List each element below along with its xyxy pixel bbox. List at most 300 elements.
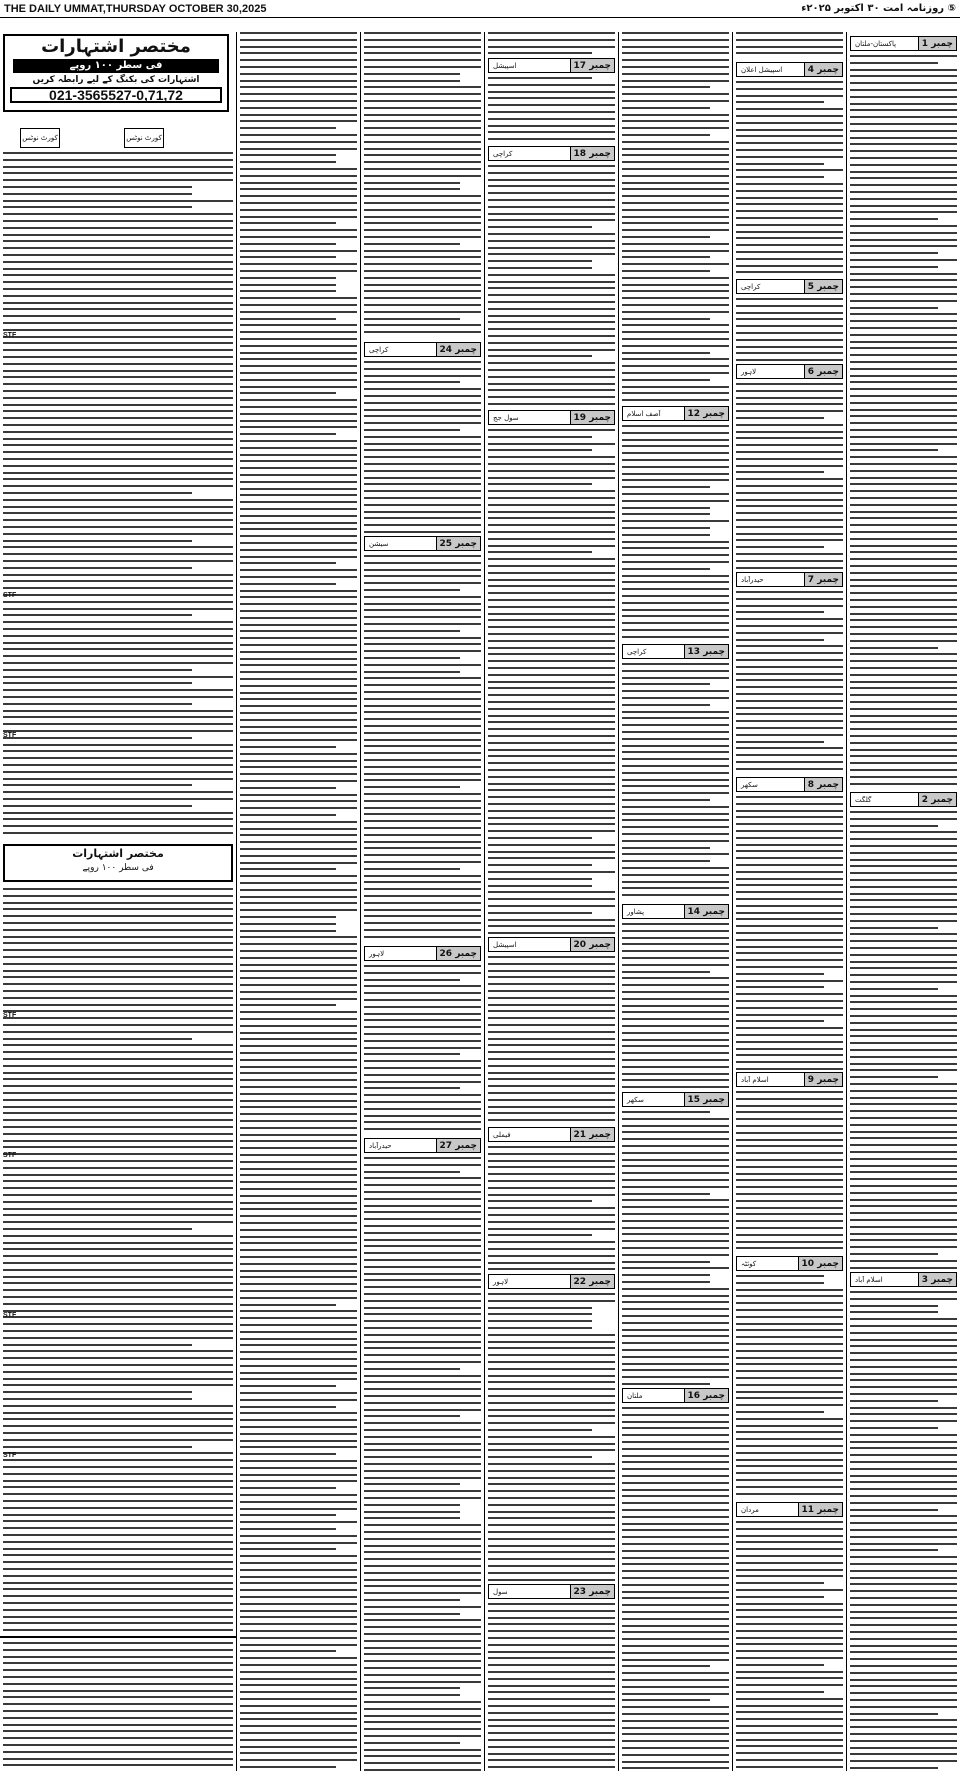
text-line [622, 1720, 729, 1722]
text-line [850, 1604, 957, 1606]
text-line [736, 1637, 843, 1639]
text-line [850, 429, 957, 431]
text-line [850, 531, 957, 533]
text-line [736, 1739, 843, 1741]
text-line [3, 1133, 233, 1135]
text-line [240, 148, 357, 150]
text-line [622, 779, 729, 781]
text-line [3, 295, 233, 297]
text-line [240, 1759, 357, 1761]
text-line [3, 983, 233, 985]
text-line [364, 888, 481, 890]
text-line [3, 1493, 233, 1495]
text-line [850, 653, 957, 655]
text-line [488, 483, 592, 485]
text-line [622, 799, 710, 801]
text-line [3, 703, 192, 705]
text-line [3, 915, 233, 917]
text-line [3, 1276, 233, 1278]
text-line [736, 339, 843, 341]
column-4 [484, 32, 618, 1771]
text-line [622, 943, 729, 945]
text-line [736, 156, 843, 158]
text-line [364, 107, 481, 109]
text-line [488, 213, 615, 215]
text-line [736, 1404, 843, 1406]
text-line [488, 681, 615, 683]
text-line [3, 281, 233, 283]
text-line [850, 443, 957, 445]
text-line [364, 388, 481, 390]
text-line [850, 565, 957, 567]
text-line [850, 1359, 957, 1361]
text-line [736, 1377, 843, 1379]
text-line [240, 1018, 357, 1020]
text-line [622, 1011, 729, 1013]
text-line [240, 447, 357, 449]
text-line [850, 1740, 957, 1742]
text-line [240, 345, 357, 347]
text-line [240, 324, 357, 326]
text-line [736, 135, 843, 137]
text-line [364, 759, 481, 761]
text-line [488, 1214, 615, 1216]
text-line [240, 379, 357, 381]
text-line [850, 205, 957, 207]
text-line [488, 301, 615, 303]
text-line [364, 1307, 481, 1309]
text-line [364, 779, 481, 781]
text-line [488, 531, 615, 533]
text-line [488, 1004, 615, 1006]
text-line [736, 1014, 843, 1016]
text-line [364, 1477, 481, 1479]
text-line [3, 949, 233, 951]
text-line [364, 1033, 481, 1035]
text-line [364, 847, 481, 849]
text-line [3, 1140, 233, 1142]
text-line [240, 930, 336, 932]
text-line [488, 956, 615, 958]
text-line [622, 100, 729, 102]
text-line [736, 625, 843, 627]
text-line [240, 1188, 357, 1190]
text-line [240, 311, 357, 313]
text-line [850, 1665, 957, 1667]
text-line [622, 1247, 729, 1249]
text-line [850, 1298, 957, 1300]
text-line [736, 108, 843, 110]
text-line [240, 318, 336, 320]
text-line [736, 1431, 843, 1433]
text-line [240, 549, 357, 551]
text-line [3, 159, 233, 161]
text-line [488, 32, 615, 34]
text-line [622, 1342, 729, 1344]
text-line [3, 956, 233, 958]
text-line [622, 581, 729, 583]
text-line [240, 175, 357, 177]
section-number: چمبر 24 [436, 343, 480, 356]
text-line [240, 828, 357, 830]
text-line [488, 674, 615, 676]
text-line [3, 1764, 233, 1766]
text-line [850, 1651, 957, 1653]
text-line [364, 1013, 481, 1015]
text-line [488, 990, 615, 992]
text-line [850, 572, 957, 574]
text-line [3, 1439, 233, 1441]
text-line [488, 1180, 615, 1182]
text-line [622, 1441, 729, 1443]
text-line [488, 983, 615, 985]
text-line [3, 710, 233, 712]
section-category: لاہور [741, 367, 757, 376]
text-line [240, 222, 336, 224]
text-line [736, 203, 843, 205]
text-line [850, 1549, 938, 1551]
section-number: چمبر 23 [570, 1585, 614, 1598]
text-line [3, 936, 233, 938]
text-line [488, 1579, 615, 1581]
text-line [3, 1038, 192, 1040]
text-line [240, 188, 357, 190]
text-line [850, 1563, 957, 1565]
text-line [850, 1719, 957, 1721]
text-line [850, 1015, 957, 1017]
text-line [3, 342, 233, 344]
text-line [622, 1322, 729, 1324]
text-line [364, 1511, 460, 1513]
text-line [488, 1395, 615, 1397]
text-line [488, 633, 615, 635]
text-line [850, 218, 938, 220]
text-line [622, 1206, 729, 1208]
text-line [622, 445, 729, 447]
text-line [3, 942, 233, 944]
text-line [3, 512, 233, 514]
text-line [3, 1296, 233, 1298]
text-line [240, 1147, 357, 1149]
text-line [850, 1144, 957, 1146]
text-line [736, 1548, 843, 1550]
text-line [850, 687, 957, 689]
text-line [850, 1509, 938, 1511]
text-line [488, 1483, 615, 1485]
text-line [736, 693, 843, 695]
text-line [736, 129, 843, 131]
text-line [240, 834, 357, 836]
text-line [850, 599, 957, 601]
text-line [3, 213, 233, 215]
text-line [364, 331, 481, 333]
text-line [850, 69, 957, 71]
text-line [364, 1232, 481, 1234]
text-line [488, 1415, 615, 1417]
text-line [622, 236, 710, 238]
text-line [240, 1202, 357, 1204]
text-line [488, 1558, 615, 1560]
text-line [364, 677, 481, 679]
section-category: حیدرآباد [369, 1141, 392, 1150]
text-line [488, 328, 615, 330]
text-line [850, 1713, 938, 1715]
text-line [736, 471, 824, 473]
text-line [240, 542, 357, 544]
text-line [364, 1053, 460, 1055]
text-line [736, 499, 843, 501]
text-line [850, 1692, 957, 1694]
text-line [240, 73, 357, 75]
text-line [850, 381, 957, 383]
text-line [240, 1025, 357, 1027]
text-line [622, 46, 729, 48]
text-line [850, 1400, 938, 1402]
text-line [3, 812, 233, 814]
text-line [3, 1520, 233, 1522]
text-line [622, 765, 729, 767]
section-category: اسپیشل [493, 940, 517, 949]
text-line [240, 1712, 357, 1714]
text-line [622, 1086, 729, 1088]
text-line [364, 1266, 481, 1268]
text-line [3, 404, 233, 406]
text-line [364, 1585, 481, 1587]
text-line [736, 1664, 824, 1666]
text-line [850, 1481, 957, 1483]
text-line [850, 62, 938, 64]
text-line [240, 80, 357, 82]
text-line [488, 1166, 615, 1168]
section-number: چمبر 17 [570, 59, 614, 72]
text-line [364, 1429, 481, 1431]
section-number: چمبر 15 [684, 1093, 728, 1106]
text-line [622, 1638, 729, 1640]
text-line [3, 655, 233, 657]
text-line [736, 1173, 843, 1175]
text-line [622, 881, 729, 883]
text-line [240, 1474, 357, 1476]
section-number: چمبر 13 [684, 645, 728, 658]
text-line [240, 1174, 357, 1176]
text-line [364, 318, 460, 320]
text-line [622, 1767, 729, 1769]
text-line [240, 304, 357, 306]
text-line [488, 517, 615, 519]
text-line [850, 1577, 957, 1579]
text-line [3, 1248, 233, 1250]
text-line [850, 1645, 957, 1647]
text-line [488, 1545, 615, 1547]
text-line [736, 952, 843, 954]
section-header [364, 342, 481, 357]
text-line [850, 164, 957, 166]
section-number: چمبر 14 [684, 905, 728, 918]
text-line [736, 639, 824, 641]
text-line [850, 409, 957, 411]
text-line [364, 1531, 481, 1533]
text-line [240, 1684, 357, 1686]
text-line [736, 1125, 843, 1127]
text-line [850, 293, 957, 295]
text-line [850, 1117, 957, 1119]
text-line [622, 32, 729, 34]
text-line [850, 361, 957, 363]
text-line [488, 1078, 615, 1080]
text-line [850, 1570, 957, 1572]
text-line [622, 507, 710, 509]
text-line [3, 1316, 233, 1318]
text-line [622, 1335, 729, 1337]
text-line [240, 896, 357, 898]
text-line [488, 504, 615, 506]
text-line [3, 594, 233, 596]
text-line [488, 1112, 615, 1114]
text-line [240, 216, 357, 218]
section-number: چمبر 9 [804, 1073, 842, 1086]
text-line [3, 990, 233, 992]
section-header [488, 1127, 615, 1142]
text-line [622, 1733, 729, 1735]
text-line [622, 554, 729, 556]
text-line [364, 1225, 481, 1227]
text-line [240, 331, 357, 333]
text-line [622, 270, 710, 272]
text-line [850, 783, 957, 785]
text-line [3, 1371, 233, 1373]
text-line [850, 55, 957, 57]
text-line [736, 844, 843, 846]
text-line [488, 762, 615, 764]
text-line [364, 711, 481, 713]
text-line [3, 1350, 233, 1352]
text-line [3, 1486, 233, 1488]
text-line [240, 732, 357, 734]
text-line [622, 345, 729, 347]
text-line [3, 254, 233, 256]
text-line [240, 182, 357, 184]
text-line [850, 859, 957, 861]
text-line [736, 1309, 843, 1311]
text-line [736, 1418, 843, 1420]
text-line [3, 315, 233, 317]
text-line [850, 497, 957, 499]
section-category: سول جج [493, 413, 519, 422]
text-line [622, 466, 729, 468]
text-line [850, 613, 957, 615]
text-line [364, 311, 481, 313]
text-line [364, 236, 481, 238]
text-line [364, 1633, 481, 1635]
text-line [488, 1538, 615, 1540]
text-line [364, 86, 481, 88]
text-line [3, 438, 233, 440]
text-line [488, 1531, 615, 1533]
text-line [364, 1171, 460, 1173]
text-line [240, 1113, 357, 1115]
classified-banner-title: مختصر اشتہارات [72, 847, 164, 860]
text-line [240, 1535, 357, 1537]
text-line [850, 899, 957, 901]
text-line [364, 1094, 481, 1096]
text-line [364, 1101, 481, 1103]
text-line [240, 569, 357, 571]
text-line [240, 195, 357, 197]
text-line [850, 341, 957, 343]
text-line [488, 138, 615, 140]
section-header [488, 937, 615, 952]
text-line [622, 1227, 729, 1229]
text-line [850, 1318, 957, 1320]
text-line [850, 1001, 957, 1003]
text-line [488, 1651, 615, 1653]
text-line [488, 857, 615, 859]
text-line [736, 332, 843, 334]
text-line [850, 1233, 957, 1235]
text-line [736, 197, 843, 199]
text-line [364, 100, 481, 102]
text-line [364, 1565, 481, 1567]
text-line [736, 966, 843, 968]
text-line [3, 1575, 233, 1577]
text-line [622, 1363, 729, 1365]
text-line [240, 284, 336, 286]
text-line [240, 392, 336, 394]
text-line [736, 567, 843, 569]
text-line [3, 329, 233, 331]
text-line [240, 794, 357, 796]
text-line [736, 1677, 843, 1679]
text-line [364, 1388, 481, 1390]
text-line [364, 277, 481, 279]
text-line [622, 452, 729, 454]
text-line [364, 922, 481, 924]
section-header [622, 904, 729, 919]
text-line [364, 1060, 481, 1062]
text-line [850, 995, 957, 997]
text-line [240, 1426, 357, 1428]
text-line [3, 997, 233, 999]
text-line [364, 965, 481, 967]
text-line [240, 1705, 357, 1707]
text-line [364, 854, 481, 856]
text-line [488, 925, 615, 927]
text-line [488, 667, 615, 669]
text-line [240, 93, 357, 95]
text-line [622, 243, 729, 245]
text-line [3, 1642, 233, 1644]
text-line [3, 1717, 233, 1719]
text-line [488, 545, 615, 547]
text-line [240, 814, 336, 816]
text-line [622, 222, 729, 224]
text-line [3, 302, 233, 304]
stf-tag: STF [3, 1012, 17, 1019]
text-line [622, 629, 729, 631]
text-line [622, 1618, 729, 1620]
text-line [240, 32, 357, 34]
text-line [488, 1759, 615, 1761]
text-line [488, 443, 615, 445]
text-line [3, 465, 233, 467]
text-line [850, 103, 957, 105]
text-line [488, 1443, 615, 1445]
text-line [364, 1128, 481, 1130]
text-line [364, 1470, 481, 1472]
text-line [850, 1441, 957, 1443]
text-line [364, 1538, 481, 1540]
text-line [850, 1454, 957, 1456]
